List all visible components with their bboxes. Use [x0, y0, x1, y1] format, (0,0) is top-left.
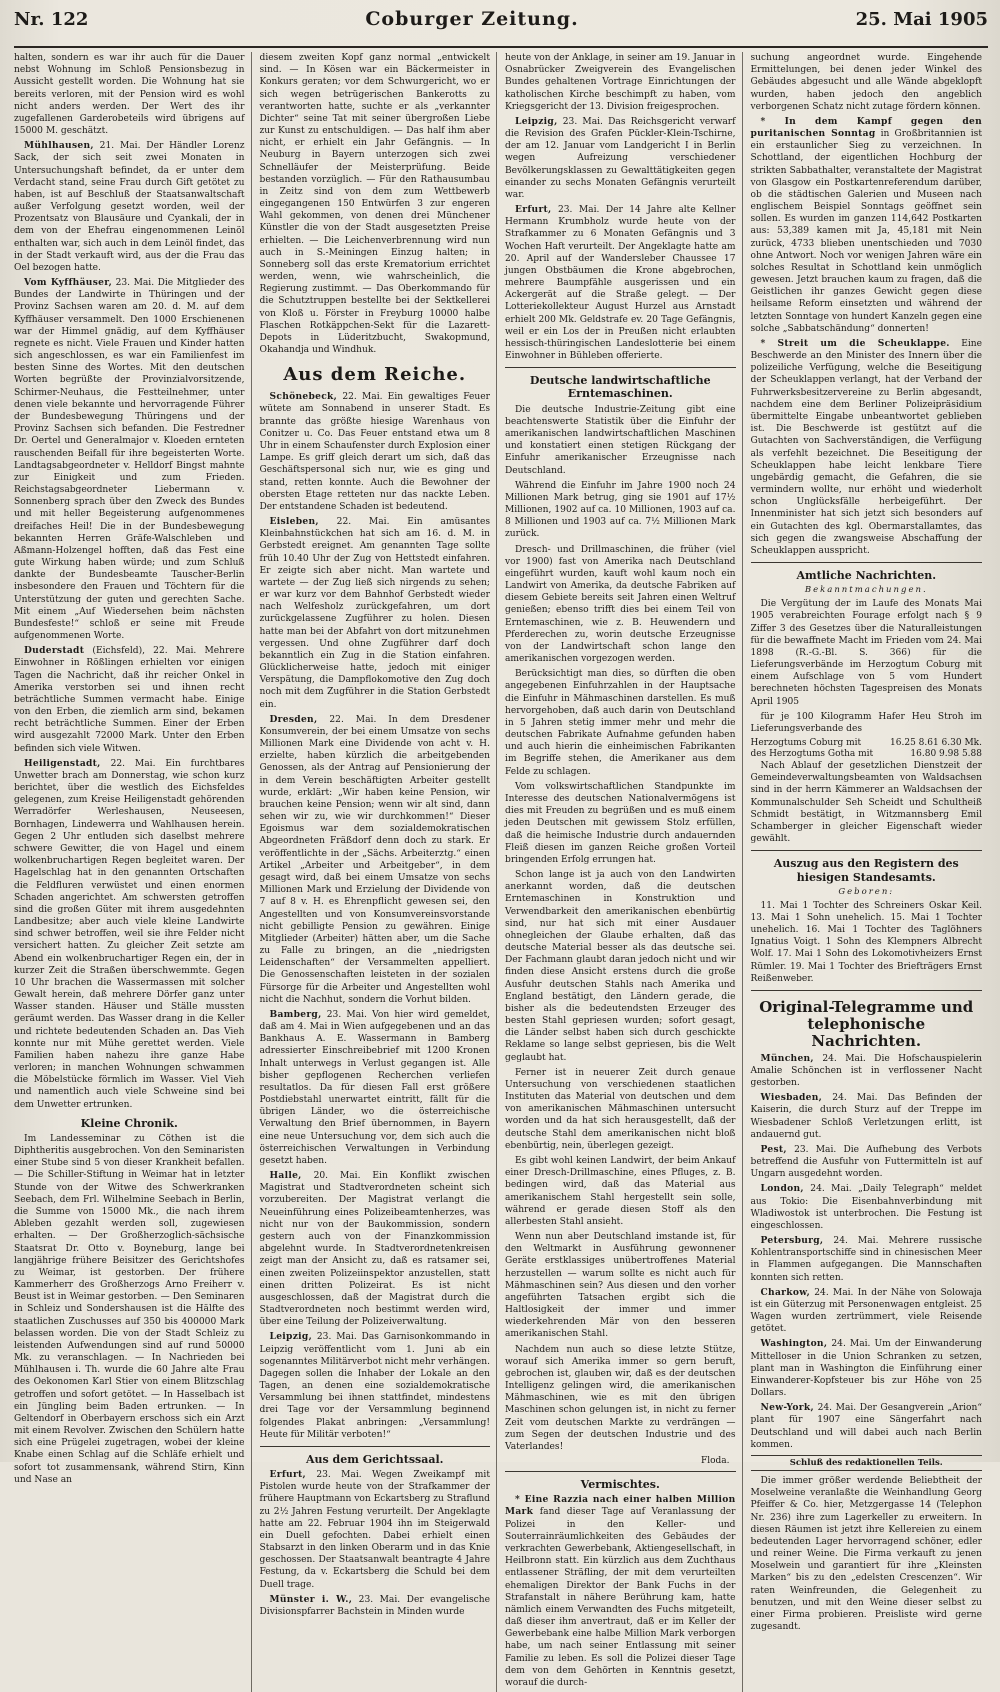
divider	[260, 1446, 491, 1447]
article-text: Während die Einfuhr im Jahre 1900 noch 24 Millionen Mark betrug, ging sie 1901 auf 17½ Millionen, 1902 auf ca. 10 Millionen, 1903 auf ca. 8 Millionen und 1903 auf ca. 7½ Millionen Mark zurück.	[505, 480, 736, 540]
section-heading: Original-Telegramme und telephonische Nachrichten.	[759, 997, 974, 1051]
article-text: Es gibt wohl keinen Landwirt, der beim Ankauf einer Dresch-Drillmaschine, eines Pfluges, z. B. bedingen wird, daß das Material aus amerikanischem Stahl hergestellt sein solle, während er gerade diesen Stoff als den allerbesten Stahl ansieht.	[505, 1155, 736, 1227]
article	[505, 116, 736, 201]
columns	[14, 52, 988, 1688]
dateline: Leipzig,	[515, 115, 558, 127]
article-text: 23. Mai. Der evangelische Divisionspfarrer Bachstein in Minden wurde	[259, 1594, 490, 1617]
article-headline: * In dem Kampf gegen den puritanischen Sonntag	[750, 115, 982, 140]
article-text: 23. Mai. Die Mitglieder des Bundes der Landwirte in Thüringen und der Provinz Sachsen waren am 20. d. M. auf dem Kyffhäuser versammelt. Den 1000 Erschienenen war der Himmel gnädig, auf dem Kyffhäuser regnete es nicht. Viele Frauen und Kinder hatten sich angeschlossen, es war ein Familienfest im besten Sinne des Wortes. Mit den deutschen Worten begrüßte der Provinzialvorsitzende, Schirmer-Neuhaus, die Festteilnehmer, unter denen viele bekannte und hervorragende Führer der Bundesbewegung Thüringens und der Provinz Sachsen sich befanden. Die Festredner Dr. Oertel und Generalmajor v. Kloeden ernteten rauschenden Beifall für ihre begeisterten Worte. Landtagsabgeordneter v. Helldorf Bingst mahnte zur Einigkeit und zum Frieden. Reichstagsabgeordneter Liebermann v. Sonnenberg sprach über den Zweck des Bundes und mit heller Begeisterung aufgenommenes dreifaches Heil! Die in der Bundesbewegung bekannten Herren Gräfe-Walschleben und Aßmann-Holzengel hofften, daß das Fest eine gute Wirkung haben würde; und zum Schluß dankte der Bundesbeamte Tauscher-Berlin insbesondere den Frauen und Töchtern für die Unterstützung der guten und gerechten Sache. Mit einem „Auf Wiedersehen beim nächsten Bundesfeste!“ schloß er seine mit Freude aufgenommenen Worte.	[14, 278, 245, 642]
section-heading: Aus dem Reiche.	[283, 364, 467, 386]
article-text: 24. Mai. Das Befinden der Kaiserin, die durch Sturz auf der Treppe im Wiesbadener Schloß Verletzungen erlitt, ist andauernd gut.	[750, 1093, 982, 1140]
article-text: 23. Mai. Die Aufhebung des Verbots betreffend die Ausfuhr von Futtermitteln ist auf Ungarn ausgedehnt worden.	[750, 1144, 982, 1180]
dateline: München,	[760, 1052, 814, 1064]
article-text: 22. Mai. In dem Dresdener Konsumverein, der bei einem Umsatze von sechs Millionen Mark eine Dividende von acht v. H. erzielte, haben kürzlich die arbeitgebenden Genossen, als der Antrag auf Pensionierung der in dem Verein beschäftigten Arbeiter gestellt wurde, erklärt: „Wir haben keine Pension, wir brauchen keine Pension; wenn wir alt sind, dann sehen wir zu, wie wir durchkommen!“ Dieser Egoismus war dem sozialdemokratischen Abgeordneten Fräßdorf denn doch zu stark. Er veröffentlichte in der „Sächs. Arbeiterztg.“ einen Artikel „Arbeiter und Arbeitgeber“, in dem gesagt wird, daß bei einem Umsatze von sechs Millionen Mark und Erzielung der Dividende von 7 auf 8 v. H. es Ehrenpflicht gewesen sei, den Angestellten und von Konsumvereinsvorstande nicht gebilligte Pension zu gewähren. Einige Mitglieder (Arbeiter) hätten aber, um die Sache zu Falle zu bringen, an die „niedrigsten Leidenschaften“ der Versammelten appelliert. Die Genossenschaften leisteten in der sozialen Fürsorge für die Arbeiter und Angestellten wohl nicht die Nachhut, sondern die Vorhut bilden.	[259, 714, 490, 1005]
article	[751, 1144, 983, 1181]
section-heading: Deutsche landwirtschaftliche Erntemaschinen.	[529, 374, 711, 401]
section-heading: Vermischtes.	[580, 1478, 660, 1492]
article-text: 23. Mai. Von hier wird gemeldet, daß am 4. Mai in Wien aufgegebenen und an das Bankhaus A. E. Wassermann in Bamberg adressierter Einschreibebrief mit 1200 Kronen Inhalt unterwegs in Verlust gegangen ist. Alle bisher gepflogenen Recherchen verliefen resultatlos. Da für diesen Fall erst größere Postdiebstahl unerwartet eintritt, fällt für die übrigen Länder, wo die österreichische Verwaltung den Brief übernommen, in Bayern eine neue Untersuchung vor, dem sich auch die österreichischen Verwaltungen in Verbindung gesetzt haben.	[259, 1009, 490, 1166]
article	[751, 1235, 983, 1284]
article-text: Berücksichtigt man dies, so dürften die oben angegebenen Einfuhrzahlen in der Hauptsache die Einfuhr in Mähmaschinen darstellen. Es muß hervorgehoben, daß auch darin von Deutschland in 5 Jahren stetig immer mehr und mehr die deutschen Fabrikate Aufnahme gefunden haben und auch hierin die einheimischen Fabrikanten im Begriffe stehen, die Amerikaner aus dem Felde zu schlagen.	[505, 669, 736, 777]
dateline: Leipzig,	[269, 1331, 313, 1343]
article	[14, 645, 245, 755]
article-headline: * Streit um die Scheuklappe.	[760, 337, 950, 349]
article-text: suchung angeordnet wurde. Eingehende Ermittelungen, bei denen jeder Winkel des Gebäudes abgesucht und alle Wände abgeklopft wurden, haben jedoch den angeblich verborgenen Schatz nicht zutage fördern können.	[750, 53, 982, 112]
dateline: Bamberg,	[269, 1008, 322, 1020]
dateline: Münster i. W.,	[269, 1593, 353, 1605]
article-text: Nachdem nun auch so diese letzte Stütze, worauf sich Amerika immer so gern beruft, gebrochen ist, glauben wir, daß es der deutschen Intelligenz gelingen wird, die amerikanischen Mähmaschinen, wie es mit den übrigen Maschinen schon gelungen ist, in nicht zu ferner Zeit vom deutschen Markte zu verdrängen — zum Segen der deutschen Industrie und des Vaterlandes!	[505, 1344, 736, 1452]
article	[14, 140, 245, 274]
article	[260, 1469, 491, 1591]
article-text: Schon lange ist ja auch von den Landwirten anerkannt worden, daß die deutschen Erntemaschinen in Konstruktion und Verwendbarkeit den amerikanischen ebenbürtig sind, nur hat sich mit einer Ausdauer ohnegleichen der Glaube erhalten, daß das deutsche Material besser als das deutsche sei. Der Fachmann glaubt daran jedoch nicht und wir finden diese Ansicht erstens durch die große Ausfuhr deutschen Stahls nach Amerika und England bestätigt, den Ländern gerade, die bisher als die bedeutendsten Erzeuger des besten Stahl gepriesen wurden; sofort gesagt, die Länder selbst haben sich durch geschickte Reklame so lange selbst gepriesen, bis die Welt geglaubt hat.	[505, 870, 736, 1063]
dateline: Pest,	[760, 1143, 787, 1155]
dateline: Halle,	[269, 1170, 302, 1182]
article-text: 24. Mai. Der Gesangverein „Arion“ plant für 1907 eine Sängerfahrt nach Deutschland und will dabei auch nach Berlin kommen.	[750, 1403, 982, 1450]
dateline: New-York,	[760, 1402, 814, 1414]
column-3	[505, 52, 743, 1692]
dateline: Erfurt,	[515, 204, 552, 216]
article-text: 23. Mai. Der 14 Jahre alte Kellner Hermann Krumbholz wurde heute von der Strafkammer zu 6 Monaten Gefängnis und 3 Wochen Haft verurteilt. Der Angeklagte hatte am 20. April auf der Wandersleber Chaussee 17 jungen Obstbäumen die Krone abgebrochen, mehrere Baumpfähle ausgerissen und ein Ackergerät auf die Straße gelegt. — Der Lotteriekollekteur August Hurzel aus Arnstadt erhielt 200 Mk. Geldstrafe ev. 20 Tage Gefängnis, weil er ein Los der in Preußen nicht erlaubten hessisch-thüringischen Landeslotterie bei einem Einwohner in Bühleben offerierte.	[505, 205, 736, 362]
dateline: Washington,	[760, 1338, 828, 1350]
article	[260, 714, 491, 1006]
section-heading: Aus dem Gerichtssaal.	[305, 1452, 444, 1466]
article-text: Im Landesseminar zu Cöthen ist die Diphtheritis ausgebrochen. Von den Seminaristen einer Stube sind 5 von dieser Krankheit befallen. — Die Schiller-Stiftung in Weimar hat in letzter Stunde von der Witwe des Schwerkranken Seebach, dem Frl. Wilhelmine Seebach in Berlin, die Summe von 15000 Mk., die nach ihrem Ableben gezahlt werden soll, zugewiesen erhalten. — Der Großherzoglich-sächsische Staatsrat Dr. Otto v. Boyneburg, lange bei langjährige frühere Beisitzer des Gerichtshofes zu Weimar, ist gestorben. Der frühere Kammerherr des Großherzogs Arno Freiherr v. Beust ist in Weimar gestorben. — Den Seminaren in Schleiz und Sondershausen ist die Hälfte des staatlichen Zuschusses auf 350 bis 400000 Mark belassen worden. Die von der Stadt Schleiz zu leistenden Aufwendungen sind auf rund 50000 Mk. zu veranschlagen. — In Nachrieden bei Mühlhausen i. Th. wurde die 60 Jahre alte Frau des Oekonomen Karl Stier von einem Blitzschlag getroffen und sofort getötet. — In Hasselbach ist ein Jüngling beim Baden ertrunken. — In Geltendorf in Oberbayern erschoss sich ein Arzt mit einem Revolver. Zwischen den Schülern hatte sich eine Prügelei zugetragen, wobei der kleine Knabe einen Schlag auf die Schläfe erhielt und sofort tot zusammensank, während Stirn, Kinn und Nase an	[14, 1133, 245, 1485]
price-row	[751, 749, 983, 759]
column-2	[260, 52, 498, 1692]
article-text: 24. Mai. Die Hofschauspielerin Amalie Schönchen ist in verflossener Nacht gestorben.	[750, 1053, 982, 1088]
article-text: für je 100 Kilogramm Hafer Heu Stroh im Lieferungsverbande des	[750, 711, 982, 734]
article	[260, 1009, 491, 1167]
article	[505, 204, 736, 362]
divider	[505, 367, 736, 368]
article	[751, 1183, 983, 1232]
article-text: 23. Mai. Das Garnisonkommando in Leipzig veröffentlicht vom 1. Juni ab ein sogenanntes Militärverbot nicht mehr verhängen. Dagegen sollen die Inhaber der Lokale an den Tagen, an denen eine sozialdemokratische Versammlung bei ihnen stattfindet, mindestens drei Tage vor der Versammlung beginnend folgendes Plakat anbringen: „Versammlung! Heute für Militär verboten!“	[259, 1332, 490, 1440]
article-text: in Großbritannien ist ein erstaunlicher Sieg zu verzeichnen. In Schottland, der eigentlichen Hochburg der strikten Sabbathalter, veranstaltete der Magistrat von Glasgow ein Postkartenreferendum darüber, ob die städtischen Galerien und Museen nach englischem Beispiel Sonntags geöffnet sein sollen. Es wurden im ganzen 114,642 Postkarten aus: 53,389 kamen mit Ja, 45,181 mit Nein zurück, 4733 blieben unentschieden und 7030 ohne Antwort. Noch vor wenigen Jahren wäre ein solches Resultat in Schottland kein unmöglich gewesen. Jetzt brauchen kaum zu fragen, daß die Geistlichen ihr ganzes Gewicht gegen diese heilsame Reform einsetzten und während der letzten Sonntage von hundert Kanzeln gegen eine solche „Sabbatschändung“ donnerten!	[750, 129, 982, 334]
article-text: 24. Mai. In der Nähe von Solowaja ist ein Güterzug mit Personenwagen entgleist. 25 Wagen wurden zertrümmert, viele Reisende getötet.	[750, 1287, 982, 1335]
dateline: Vom Kyffhäuser,	[24, 277, 113, 289]
article-text: halten, sondern es war ihr auch für die Dauer nebst Wohnung im Schloß Pensionsbezug in Aussicht gestellt worden. Die Wohnung hat sie bereits verloren, mit der Pension wird es wohl nicht anders werden. Der Wert des ihr zugefallenen Garderobeteils wird übrigens auf 15000 M. geschätzt.	[14, 53, 245, 137]
article-text: 24. Mai. „Daily Telegraph“ meldet aus Tokio: Die Eisenbahnverbindung mit Wladiwostok ist unterbrochen. Die Festung ist eingeschlossen.	[750, 1184, 982, 1231]
article-text: diesem zweiten Kopf ganz normal „entwickelt sind. — In Kösen war ein Bäckermeister in Konkurs geraten; vor dem Schwurgericht, wo er sich wegen betrügerischen Bankerotts zu verantworten hatte, suchte er als „verkannter Dichter“ seine Tat mit seiner übergroßen Liebe zur Kunst zu entschuldigen. — Das half ihm aber nicht, er erhielt ein Jahr Gefängnis. — In Neuburg in Bayern unterzogen sich zwei Schnelläufer der Meisterprüfung. Beide bestanden vorzüglich. — Für den Rathausumbau in Zeitz sind von dem zum Wettbewerb eingegangenen 150 Entwürfen 3 zur engeren Wahl gekommen, von denen drei Münchener Künstler die von der Stadt ausgesetzten Preise erhielten. — Die Leichenverbrennung wird nun auch in S.-Meiningen Einzug halten; in Sonneberg soll das erste Krematorium errichtet werden, wenn, wie wahrscheinlich, die Regierung zustimmt. — Das Oberkommando für die Schutztruppen bestellte bei der Sektkellerei von Kloß u. Förster in Freyburg 10000 halbe Flaschen Rotkäppchen-Sekt für die Lazarett-Depots in Lüderitzbucht, Swakopmund, Okahandja und Windhuk.	[259, 53, 490, 356]
issue-date: 25. Mai 1905	[855, 9, 988, 30]
subheading: Bekanntmachungen.	[804, 585, 928, 596]
article	[751, 338, 983, 557]
article-text: 22. Mai. Ein gewaltiges Feuer wütete am Sonnabend in unserer Stadt. Es brannte das größte hiesige Warenhaus von Conitzer u. Co. Das Feuer entstand etwa um 8 Uhr in einem Schaufenster durch Explosion einer Lampe. Es griff gleich derart um sich, daß das Geschäftspersonal sich nur, wie es ging und stand, retten konnte. Auch die Bewohner der obersten Etage retteten nur das nackte Leben. Der entstandene Schaden ist bedeutend.	[259, 392, 490, 512]
article	[751, 1092, 983, 1141]
divider	[505, 1471, 736, 1472]
article-text: 11. Mai 1 Tochter des Schreiners Oskar Keil. 13. Mai 1 Sohn unehelich. 15. Mai 1 Tochter unehelich. 16. Mai 1 Tochter des Taglöhners Ignatius Voigt. 1 Sohn des Klempners Albrecht Wolf. 17. Mai 1 Sohn des Lokomotivheizers Ernst Rümler. 19. Mai 1 Tochter des Briefträgers Ernst Reißenweber.	[750, 900, 982, 984]
article	[751, 1338, 983, 1399]
article	[14, 277, 245, 642]
advertisement-text: Die immer größer werdende Beliebtheit der Moselweine veranlaßte die Weinhandlung Georg Pfeiffer & Co. hier, Metzgergasse 14 (Telephon Nr. 236) ihre zum Lagerkeller zu erweitern. In diesen Räumen ist jetzt ihre Kellereien zu einem bedeutenden Lager hervorragend schöner, edler und reiner Weine. Die Firma verkauft zu jenen Moselwein und garantiert für ihre „Kleinsten Marken“ bis zu den „edelsten Crescenzen“. Wir raten Weinfreunden, die Gelegenheit zu benutzen, und mit den Weine dieser selbst zu einer Firma probieren. Preisliste wird gerne zugesandt.	[750, 1475, 982, 1633]
article	[751, 1402, 983, 1451]
dateline: Wiesbaden,	[760, 1092, 823, 1104]
article-headline: * Eine Razzia nach einer halben Million Mark	[505, 1494, 736, 1518]
article	[260, 516, 491, 711]
dateline: Petersburg,	[760, 1235, 824, 1247]
article-text: 24. Mai. Um der Einwanderung Mittelloser in die Union Schranken zu setzen, plant man in Washington die Einführung einer Einwanderer-Kopfsteuer bis zur Höhe von 25 Dollars.	[750, 1339, 982, 1399]
article	[505, 1494, 736, 1689]
article-text: Nach Ablauf der gesetzlichen Dienstzeit der Gemeindeverwaltungsbeamten von Waldsachsen sind in der herrn Kämmerer an Waldsachsen der Kommunalschulder Seh Scheidt und Schultheiß Schmidt bestätigt, in Witzmannsberg Emil Schamberger in gleicher Eigenschaft wieder gewählt.	[750, 761, 982, 845]
section-heading: Auszug aus den Registern des hiesigen Standesamts.	[773, 857, 959, 884]
article-text: Die Vergütung der im Laufe des Monats Mai 1905 verabreichten Fourage erfolgt nach § 9 Ziffer 3 des Gesetzes über die Naturalleistungen für die bewaffnete Macht im Frieden vom 24. Mai 1898 (R.-G.-Bl. S. 366) für die Lieferungsverbände im Herzogtum Coburg mit einem Aufschlage von 5 vom Hundert berechneten höchsten Tagespreisen des Monats April 1905	[750, 599, 982, 707]
article	[260, 1594, 491, 1618]
article	[14, 758, 245, 1111]
article-text: 20. Mai. Ein Konflikt zwischen Magistrat und Stadtverordneten scheint sich vorzubereiten. Der Magistrat verlangt die Neueinführung eines Polizeibeamtenherzes, was nicht nur von der Baukommission, sondern gestern auch von der Finanzkommission abgelehnt wurde. In Stadtverordnetenkreisen zeigt man der Ansicht zu, daß es ratsamer sei, einen zweiten Polizeiinspektor anzustellen, statt einen dritten Polizeirat. Es ist nicht ausgeschlossen, daß der Magistrat durch die Stadtverordneten noch bestimmt werden wird, über eine Teilung der Polizeiverwaltung.	[259, 1171, 490, 1328]
article-text: (Eichsfeld), 22. Mai. Mehrere Einwohner in Rößlingen erhielten vor einigen Tagen die Nachricht, daß ihr reicher Onkel in Amerika verstorben sei und ihnen recht beträchtliche Summen vermacht habe. Einige von den Erben, die ziemlich arm sind, bekamen recht beträchtliche Summen. Einer der Erben wird ausgezahlt 72000 Mark. Unter den Erben befinden sich viele Witwen.	[14, 646, 245, 754]
newspaper-title: Coburger Zeitung.	[365, 8, 579, 30]
article-text: Die deutsche Industrie-Zeitung gibt eine beachtenswerte Statistik über die Einfuhr der amerikanischen landwirtschaftlichen Maschinen und konstatiert einen stetigen Rückgang der Einfuhr amerikanischer Erzeugnisse nach Deutschland.	[505, 404, 736, 476]
divider	[751, 990, 983, 991]
dateline: Mühlhausen,	[24, 140, 94, 152]
end-of-editorial-note: Schluß des redaktionellen Teils.	[751, 1455, 983, 1471]
subheading: Geboren:	[838, 886, 895, 897]
divider	[751, 562, 983, 563]
dateline: Heiligenstadt,	[24, 757, 101, 769]
dateline: Dresden,	[269, 713, 318, 725]
price-row-label: Herzogtums Coburg mit	[750, 738, 862, 749]
column-4	[751, 52, 989, 1692]
divider	[751, 850, 983, 851]
article-text: 21. Mai. Der Händler Lorenz Sack, der sich seit zwei Monaten in Untersuchungshaft befindet, da er unter dem Verdacht stand, seine Frau durch Gift getötet zu haben, ist auf Beschluß der Staatsanwaltschaft außer Verfolgung gesetzt worden, weil der Prozentsatz von Blausäure und Cyankali, der in dem von der Ehefrau eingenommenen Leinöl enthalten war, sich auch in dem Leinöl findet, das in der Stadt verkauft wird, aus der die Frau das Oel bezogen hatte.	[14, 141, 245, 273]
section-heading: Kleine Chronik.	[80, 1116, 178, 1130]
dateline: Eisleben,	[269, 516, 319, 528]
dateline: Schönebeck,	[269, 391, 338, 403]
price-row	[751, 738, 983, 748]
article-text: 22. Mai. Ein furchtbares Unwetter brach am Donnerstag, wie schon kurz berichtet, über die westlich des Eichsfeldes gelegenen, zum Kreise Heiligenstadt gehörenden Werradörfer Werleshausen, Neuseesen, Bornhagen, Lindewerra und Wahlhausen herein. Gegen 2 Uhr entluden sich daselbst mehrere schwere Gewitter, die von Hagel und einem wolkenbruchartigen Regen begleitet waren. Der Hagelschlag hat in den genannten Ortschaften die Feldfluren verwüstet und einen enormen Schaden angerichtet. Am schwersten getroffen sind die großen Güter mit ihrem ausgedehnten Landbesitze; aber auch viele kleine Landwirte sind schwer betroffen, weil sie ihre Felder nicht versichert hatten. Zu gleicher Zeit setzte am Abend ein wolkenbruchartiger Regen ein, der in kurzer Zeit die Straßen überschwemmte. Gegen 10 Uhr brachen die Wassermassen mit solcher Gewalt herein, daß mehrere Dörfer ganz unter Wasser standen. Häuser und Ställe mussten geräumt werden. Das Wasser drang in die Keller und richtete bedeutenden Schaden an. Das Vieh konnte nur mit Mühe gerettet werden. Viele Familien haben nahezu ihre ganze Habe verloren; in manchen Wohnungen schwammen die Möbelstücke förmlich im Wasser. Viel Vieh und namentlich auch viele Schweine sind bei dem Unwetter ertrunken.	[14, 758, 245, 1110]
dateline: Charkow,	[760, 1286, 811, 1298]
article-text: Vom volkswirtschaftlichen Standpunkte im Interesse des deutschen Nationalvermögens ist dies mit Freuden zu begrüßen und es muß einem jeden Deutschen mit gewissem Stolz erfüllen, daß die heimische Industrie durch andauernden Fleiß diesen im ganzen Reiche großen Vorteil bringenden Erfolg errungen hat.	[505, 781, 736, 865]
article	[260, 1170, 491, 1328]
article	[751, 1053, 983, 1090]
article	[751, 116, 983, 335]
article-text: Wenn nun aber Deutschland imstande ist, für den Weltmarkt in Ausführung gewonnener Geräte erstklassiges unübertroffenes Material herzustellen — warum sollte es nicht auch für Mähmaschinen sein? Aus diesen und den vorher angeführten Tatsachen ergibt sich die Haltlosigkeit der immer und immer wiederkehrenden Mär von den besseren amerikanischen Stahl.	[505, 1232, 736, 1340]
article	[751, 1287, 983, 1336]
article	[260, 391, 491, 513]
article-text: Ferner ist in neuerer Zeit durch genaue Untersuchung von verschiedenen staatlichen Instituten das Material von deutschen und dem von amerikanischen Mähmaschinen untersucht worden und da hat sich herausgestellt, daß der deutsche Stahl dem amerikanischen nicht bloß ebenbürtig, nein, überlegen gezeigt.	[505, 1067, 736, 1151]
issue-number: Nr. 122	[14, 9, 89, 30]
article-text: 22. Mai. Ein amüsantes Kleinbahnstückchen hat sich am 16. d. M. in Gerbstedt ereignet. Am genannten Tage sollte früh 10.40 Uhr der Zug von Hettstedt einfahren. Er zeigte sich aber nicht. Man wartete und wartete — der Zug ließ sich nirgends zu sehen; er war kurz vor dem Bahnhof Gerbstedt wieder nach Welfesholz zurückgefahren, um dort zurückgelassene Zugführer zu holen. Diesen hatte man bei der Abfahrt von dort mitzunehmen vergessen. Und ohne Zugführer darf doch bekanntlich ein Zug in die Station einfahren. Glücklicherweise hatte, jedoch mit einiger Verspätung, die Dampflokomotive den Zug doch noch mit dem Zugführer in die Station Gerbstedt ein.	[259, 517, 490, 710]
section-heading: Amtliche Nachrichten.	[796, 569, 937, 583]
dateline: Erfurt,	[269, 1469, 307, 1481]
article	[260, 1331, 491, 1441]
article-text: 24. Mai. Mehrere russische Kohlentransportschiffe sind in chinesischen Meer in Flammen aufgegangen. Die Mannschaften konnten sich retten.	[750, 1236, 982, 1283]
dateline: Duderstadt	[24, 645, 85, 657]
article-text: fand dieser Tage auf Veranlassung der Polizei in den Keller- und Souterrainräumlichkeiten des Gebäudes der verkrachten Gewerbebank, Aktiengesellschaft, in Heilbronn statt. Ein kürzlich aus dem Zuchthaus entlassener Sträfling, der mit dem verurteilten ehemaligen Direktor der Bank Fuchs in der Strafanstalt in nähere Berührung kam, hatte nämlich einem Verwandten des Fuchs mitgeteilt, daß dieser ihm anvertraut, daß er im Keller der Gewerbebank eine halbe Million Mark verborgen habe, um nach seiner Entlassung mit seiner Familie zu leben. Es soll die Polizei dieser Tage dem von dem Gehörten in Kenntnis gesetzt, worauf die durch-	[505, 1507, 736, 1688]
article-text: Dresch- und Drillmaschinen, die früher (viel vor 1900) fast von Amerika nach Deutschland eingeführt wurden, kauft wohl kaum noch ein Landwirt von Amerika, da deutsche Fabriken auf diesem Gebiete bereits seit Jahren einen Weltruf genießen; ebenso trifft dies bei einem Teil von Erntemaschinen, wie z. B. Heuwendern und Pferderechen zu, worin deutsche Erzeugnisse von der Landwirtschaft schon lange den amerikanischen vorgezogen werden.	[505, 544, 736, 665]
price-row-values: 16.25 8.61 6.30 Mk.	[890, 738, 982, 749]
article-text: 23. Mai. Wegen Zweikampf mit Pistolen wurde heute von der Strafkammer der frühere Hauptmann von Eckartsberg zu Straflund zu 2½ Jahren Festung verurteilt. Der Angeklagte hatte am 22. Februar 1904 ihn im Steigerwald ein Duell gefochten. Dabei erhielt einen Stabsarzt in den linken Oberarm und in das Knie geschossen. Der Staatsanwalt beantragte 4 Jahre Festung, da v. Eckartsberg die Schuld bei dem Duell trage.	[259, 1470, 491, 1590]
signature: Floda.	[700, 1456, 730, 1467]
price-row-values: 16.80 9.98 5.88	[910, 749, 982, 760]
price-row-label: des Herzogtums Gotha mit	[750, 749, 874, 760]
article-text: 23. Mai. Das Reichsgericht verwarf die Revision des Grafen Pückler-Klein-Tschirne, der am 12. Januar vom Landgericht I in Berlin wegen Aufreizung verschiedener Bevölkerungsklassen zu Gewalttätigkeiten gegen einander zu sechs Monaten Gefängnis verurteilt war.	[505, 116, 736, 200]
dateline: London,	[760, 1183, 804, 1195]
column-1	[14, 52, 252, 1692]
article-text: heute von der Anklage, in seiner am 19. Januar in Osnabrücker Zweigverein des Evangelischen Bundes gehaltenen Vortrage Einrichtungen der katholischen Kirche beschimpft zu haben, vom Kriegsgericht der 13. Division freigesprochen.	[505, 53, 736, 112]
article-text: Eine Beschwerde an den Minister des Innern über die polizeiliche Verfügung, welche die Beseitigung der Scheuklappen verlangt, hat der Verband der Fuhrwerksbesitzervereine zu Berlin abgesandt, nachdem eine dem Berliner Polizeipräsidium übermittelte Eingabe unbeantwortet geblieben ist. Die Beschwerde ist gestützt auf die Gutachten von Sachverständigen, die Verfügung als verfehlt bezeichnet. Die Beseitigung der Scheuklappen habe leicht lenkbare Tiere ungebärdig gemacht, die Gefahren, die sie vermindern wollte, nur erhöht und wiederholt schon Unglücksfälle herbeigeführt. Der Innenminister hat sich jetzt sich besonders auf ein Gutachten des kgl. Obermarstallamtes, das sich gegen die zwangsweise Abschaffung der Scheuklappen ausspricht.	[750, 338, 982, 556]
masthead	[14, 8, 988, 48]
